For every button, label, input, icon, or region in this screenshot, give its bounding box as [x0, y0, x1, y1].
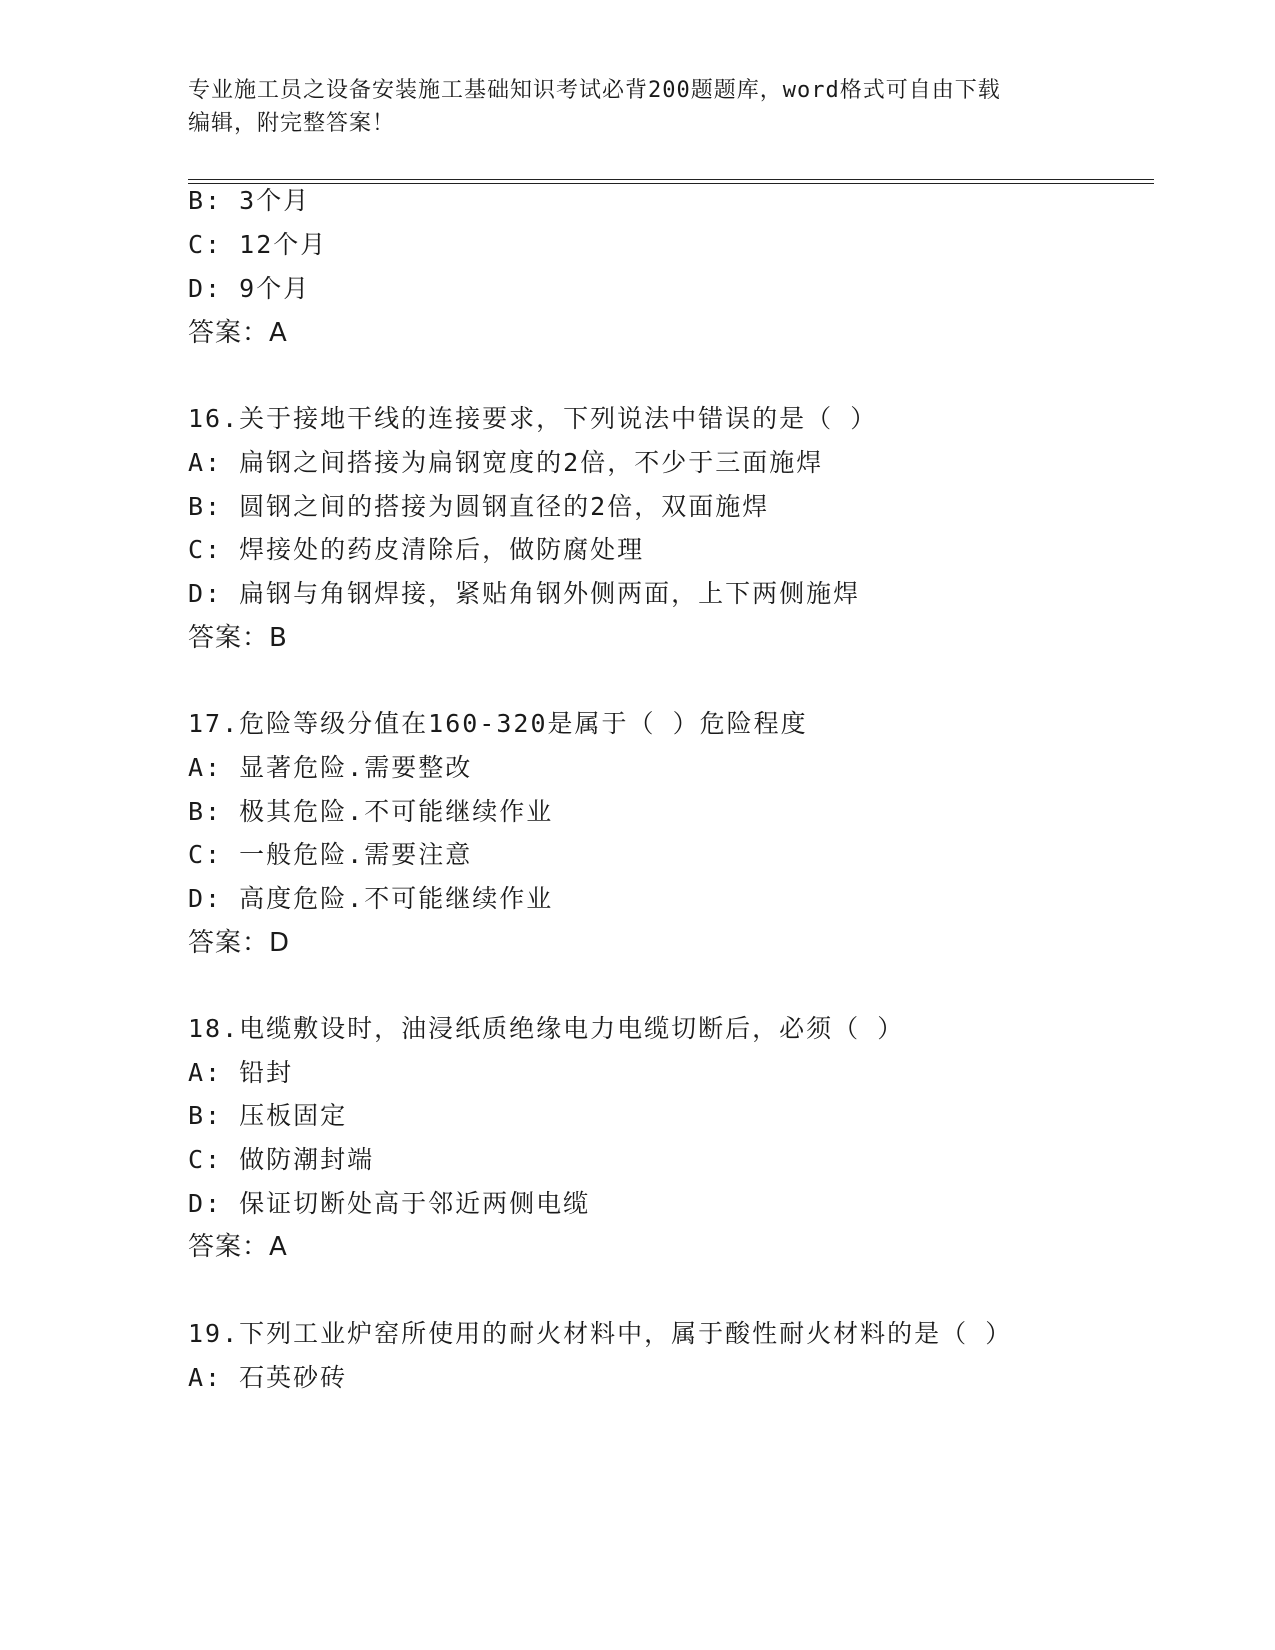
- q16-stem: 16.关于接地干线的连接要求，下列说法中错误的是（ ）: [188, 404, 878, 433]
- header-divider-bottom: [188, 183, 1154, 184]
- q18-option-d: D: 保证切断处高于邻近两侧电缆: [188, 1189, 591, 1218]
- q16-option-b: B: 圆钢之间的搭接为圆钢直径的2倍，双面施焊: [188, 492, 770, 521]
- q17-answer: 答案：D: [188, 928, 291, 958]
- q17-option-b: B: 极其危险.不可能继续作业: [188, 797, 554, 826]
- header-title-line1: 专业施工员之设备安装施工基础知识考试必背200题题库，word格式可自由下载: [188, 78, 1001, 103]
- q18-option-a: A: 铅封: [188, 1058, 294, 1087]
- q18-option-b: B: 压板固定: [188, 1101, 348, 1130]
- q18-option-c: C: 做防潮封端: [188, 1145, 375, 1174]
- q16-option-d: D: 扁钢与角钢焊接，紧贴角钢外侧两面，上下两侧施焊: [188, 579, 861, 608]
- q17-stem: 17.危险等级分值在160-320是属于（ ）危险程度: [188, 709, 808, 738]
- q17-option-a: A: 显著危险.需要整改: [188, 753, 473, 782]
- q16-option-a: A: 扁钢之间搭接为扁钢宽度的2倍，不少于三面施焊: [188, 448, 824, 477]
- q16-option-c: C: 焊接处的药皮清除后，做防腐处理: [188, 535, 645, 564]
- header-divider-top: [188, 179, 1154, 180]
- q18-stem: 18.电缆敷设时，油浸纸质绝缘电力电缆切断后，必须（ ）: [188, 1014, 905, 1043]
- q19-option-a: A: 石英砂砖: [188, 1363, 348, 1392]
- q15-answer: 答案：A: [188, 318, 288, 348]
- q15-option-b: B: 3个月: [188, 186, 311, 215]
- document-header: [188, 74, 1088, 140]
- q15-option-d: D: 9个月: [188, 274, 311, 303]
- header-title-line2: 编辑，附完整答案！: [188, 111, 396, 136]
- q18-answer: 答案：A: [188, 1232, 288, 1262]
- q17-option-d: D: 高度危险.不可能继续作业: [188, 884, 554, 913]
- q15-option-c: C: 12个月: [188, 230, 328, 259]
- q19-stem: 19.下列工业炉窑所使用的耐火材料中，属于酸性耐火材料的是（ ）: [188, 1319, 1013, 1348]
- q16-answer: 答案：B: [188, 623, 288, 653]
- q17-option-c: C: 一般危险.需要注意: [188, 840, 473, 869]
